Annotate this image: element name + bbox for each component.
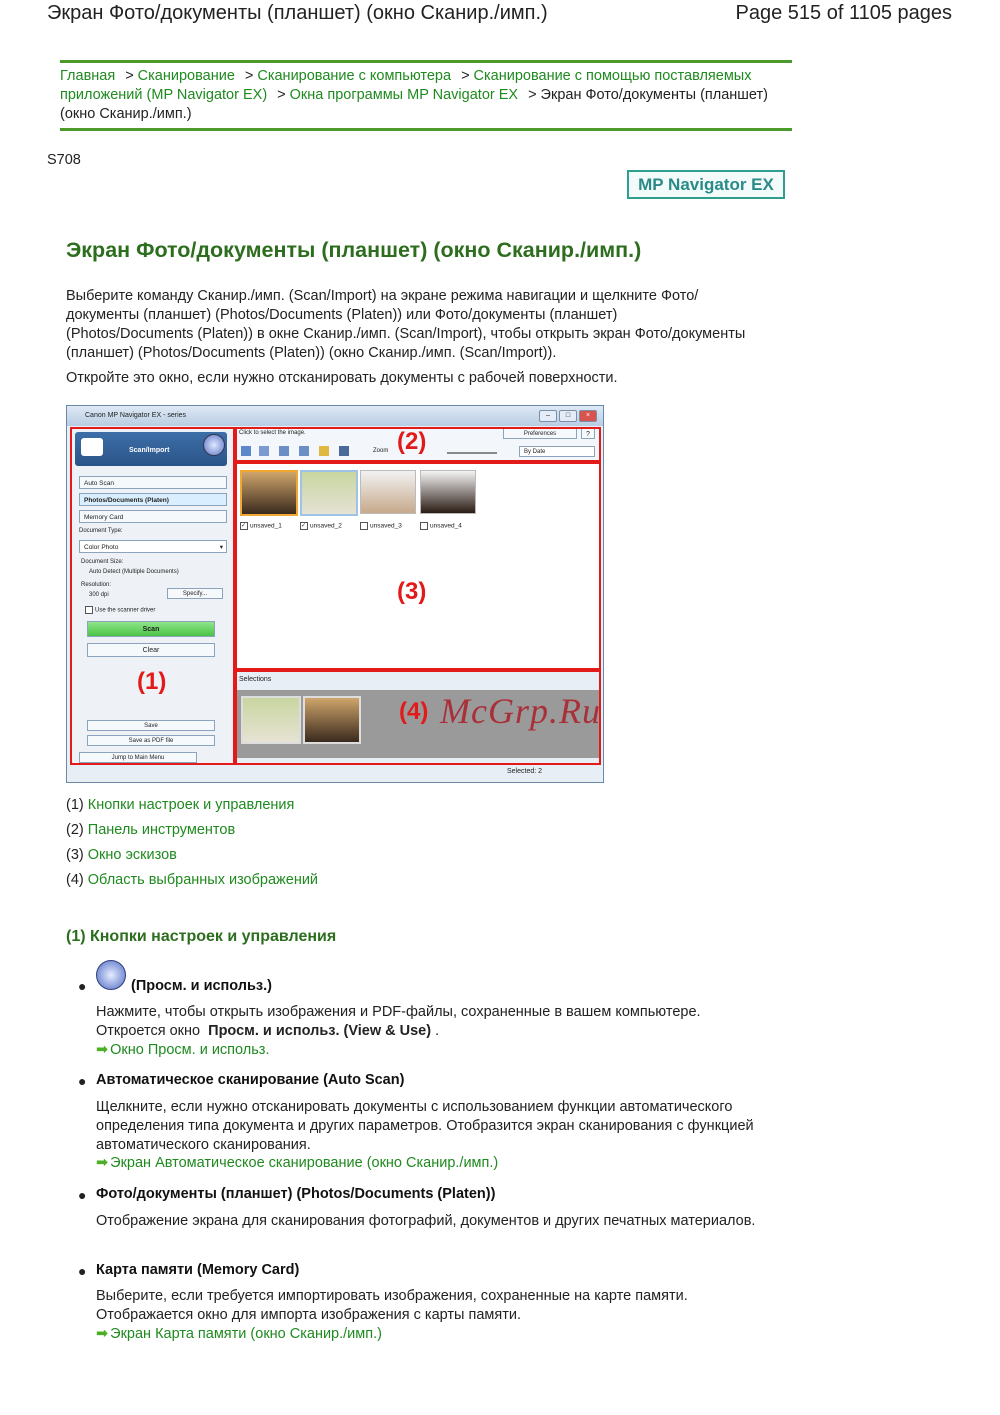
specify-button[interactable]: Specify... bbox=[167, 588, 223, 599]
breadcrumb-separator: > bbox=[277, 87, 286, 103]
selections-label: Selections bbox=[239, 676, 272, 683]
breadcrumb-separator: > bbox=[125, 68, 134, 84]
selected-count: Selected: 2 bbox=[507, 768, 543, 775]
window-title: Canon MP Navigator EX - series bbox=[85, 412, 187, 419]
document-size-value: Auto Detect (Multiple Documents) bbox=[89, 569, 179, 575]
breadcrumb-current: Экран Фото/документы (планшет) (окно Сканир./имп.) bbox=[60, 87, 768, 122]
mp-navigator-logo: MP Navigator EX bbox=[627, 170, 785, 199]
save-button[interactable]: Save bbox=[87, 720, 215, 731]
scan-button[interactable]: Scan bbox=[87, 621, 215, 637]
bullet-icon: ● bbox=[78, 1263, 87, 1279]
item-link-row bbox=[96, 1154, 766, 1173]
callout-label-3: (3) bbox=[397, 578, 427, 605]
item-link-row bbox=[96, 1041, 766, 1060]
callout-box-3 bbox=[235, 462, 601, 670]
view-use-icon bbox=[96, 960, 126, 990]
legend-item-4: (4) Область выбранных изображений bbox=[66, 872, 319, 888]
zoom-label[interactable]: Zoom bbox=[373, 448, 389, 454]
auto-scan-button[interactable]: Auto Scan bbox=[79, 476, 227, 489]
document-type-value: Color Photo bbox=[84, 544, 119, 551]
memory-card-button[interactable]: Memory Card bbox=[79, 510, 227, 523]
link-auto-scan-screen[interactable]: Экран Автоматическое сканирование (окно Сканир./имп.) bbox=[110, 1155, 499, 1171]
item-text-memory-card-2: Отображается окно для импорта изображения с карты памяти. bbox=[96, 1307, 522, 1323]
sort-select[interactable]: By Date bbox=[519, 446, 595, 457]
section-title: (1) Кнопки настроек и управления bbox=[66, 928, 337, 945]
arrow-right-icon: ➡ bbox=[96, 1326, 109, 1342]
item-link-row bbox=[96, 1325, 766, 1344]
use-driver-label: Use the scanner driver bbox=[95, 607, 156, 614]
document-type-label: Document Type: bbox=[79, 528, 123, 534]
breadcrumb-separator: > bbox=[244, 68, 254, 84]
legend-item-2: (2) Панель инструментов bbox=[66, 822, 236, 838]
arrow-right-icon: ➡ bbox=[96, 1155, 109, 1171]
document-size-label: Document Size: bbox=[81, 559, 124, 565]
item-text-view-use: Нажмите, чтобы открыть изображения и PDF-файлы, сохраненные в вашем компьютере. bbox=[96, 1004, 701, 1020]
item-text-auto-scan: Щелкните, если нужно отсканировать документы с использованием функции автоматического определения типа документа и других параметров. Отобразится экран сканирования с функцией автоматического сканирования. bbox=[96, 1099, 754, 1153]
legend-link-2[interactable]: Панель инструментов bbox=[87, 822, 236, 838]
breadcrumb-link-scanning[interactable]: Сканирование bbox=[137, 68, 235, 84]
callout-label-4: (4) bbox=[399, 698, 429, 725]
callout-label-1: (1) bbox=[137, 668, 167, 695]
breadcrumb-separator: > bbox=[461, 68, 470, 84]
legend-item-1: (1) Кнопки настроек и управления bbox=[66, 797, 295, 813]
link-memory-card-screen[interactable]: Экран Карта памяти (окно Сканир./имп.) bbox=[110, 1326, 382, 1342]
document-header-title: Экран Фото/документы (планшет) (окно Сканир./имп.) bbox=[47, 2, 548, 24]
item-title-view-use: (Просм. и использ.) bbox=[131, 978, 272, 994]
resolution-label: Resolution: bbox=[81, 582, 112, 588]
item-title-photos-documents: Фото/документы (планшет) (Photos/Documents (Platen)) bbox=[96, 1186, 496, 1202]
save-pdf-button[interactable]: Save as PDF file bbox=[87, 735, 215, 746]
thumbnail-caption[interactable]: ✓ unsaved_1 bbox=[241, 522, 282, 530]
callout-box-1 bbox=[70, 427, 235, 765]
legend-link-1[interactable]: Кнопки настроек и управления bbox=[87, 797, 295, 813]
breadcrumb-link-mp-windows[interactable]: Окна программы MP Navigator EX bbox=[289, 87, 519, 103]
preferences-button[interactable]: Preferences bbox=[503, 428, 577, 439]
page-counter: Page 515 of 1105 pages bbox=[735, 2, 952, 24]
item-text-photos-documents: Отображение экрана для сканирования фотографий, документов и других печатных материалов. bbox=[96, 1213, 756, 1229]
legend-link-3[interactable]: Окно эскизов bbox=[87, 847, 177, 863]
bottom-divider bbox=[60, 128, 792, 131]
click-hint: Click to select the image. bbox=[239, 430, 306, 436]
thumbnail-caption[interactable]: ✓ unsaved_2 bbox=[301, 522, 342, 530]
breadcrumb-link-scan-from-computer[interactable]: Сканирование с компьютера bbox=[257, 68, 452, 84]
page-title: Экран Фото/документы (планшет) (окно Сканир./имп.) bbox=[66, 238, 642, 262]
item-open-window: Откроется окно Просм. и использ. (View & Use) . bbox=[96, 1023, 440, 1039]
breadcrumb-separator: > bbox=[528, 87, 537, 103]
thumbnail-caption[interactable]: unsaved_3 bbox=[360, 522, 402, 530]
minimize-icon[interactable]: – bbox=[539, 410, 557, 422]
arrow-right-icon: ➡ bbox=[96, 1042, 109, 1058]
intro-note: Откройте это окно, если нужно отсканировать документы с рабочей поверхности. bbox=[66, 370, 618, 386]
bullet-icon: ● bbox=[78, 1187, 87, 1203]
help-button[interactable]: ? bbox=[581, 428, 595, 439]
jump-main-menu-button[interactable]: Jump to Main Menu bbox=[79, 752, 197, 763]
window-titlebar bbox=[67, 406, 603, 426]
close-icon[interactable]: × bbox=[579, 410, 597, 422]
intro-paragraph: Выберите команду Сканир./имп. (Scan/Import) на экране режима навигации и щелкните Фото/документы (планшет) (Photos/Documents (Platen)) или Фото/документы (планшет) (Photos/Documents (Platen)) в окне Сканир./имп. (Scan/Import), чтобы открыть экран Фото/документы (планшет) (Photos/Documents (Platen)) (окно Сканир./имп. (Scan/Import)). bbox=[66, 288, 746, 361]
legend-link-4[interactable]: Область выбранных изображений bbox=[87, 872, 319, 888]
bullet-icon: ● bbox=[78, 1073, 87, 1089]
item-title-auto-scan: Автоматическое сканирование (Auto Scan) bbox=[96, 1072, 405, 1088]
bullet-icon: ● bbox=[78, 978, 87, 994]
breadcrumb bbox=[60, 67, 790, 124]
legend-item-3: (3) Окно эскизов bbox=[66, 847, 177, 863]
breadcrumb-link-home[interactable]: Главная bbox=[60, 68, 116, 84]
callout-label-2: (2) bbox=[397, 428, 427, 455]
resolution-value: 300 dpi bbox=[89, 592, 109, 598]
maximize-icon[interactable]: □ bbox=[559, 410, 577, 422]
clear-button[interactable]: Clear bbox=[87, 643, 215, 657]
top-divider bbox=[60, 60, 792, 63]
watermark-text: McGrp.Ru bbox=[440, 691, 601, 731]
thumbnail-caption[interactable]: unsaved_4 bbox=[420, 522, 462, 530]
item-title-memory-card: Карта памяти (Memory Card) bbox=[96, 1262, 300, 1278]
photos-documents-button[interactable]: Photos/Documents (Platen) bbox=[79, 493, 227, 506]
breadcrumb-link-bundled-apps[interactable]: Сканирование с помощью поставляемых приложений (MP Navigator EX) bbox=[60, 68, 752, 103]
item-text-memory-card: Выберите, если требуется импортировать изображения, сохраненные на карте памяти. bbox=[96, 1288, 688, 1304]
chevron-down-icon: ▾ bbox=[219, 544, 223, 551]
page-code: S708 bbox=[47, 152, 81, 168]
scan-import-label: Scan/Import bbox=[129, 447, 170, 454]
link-view-use-window[interactable]: Окно Просм. и использ. bbox=[110, 1042, 270, 1058]
